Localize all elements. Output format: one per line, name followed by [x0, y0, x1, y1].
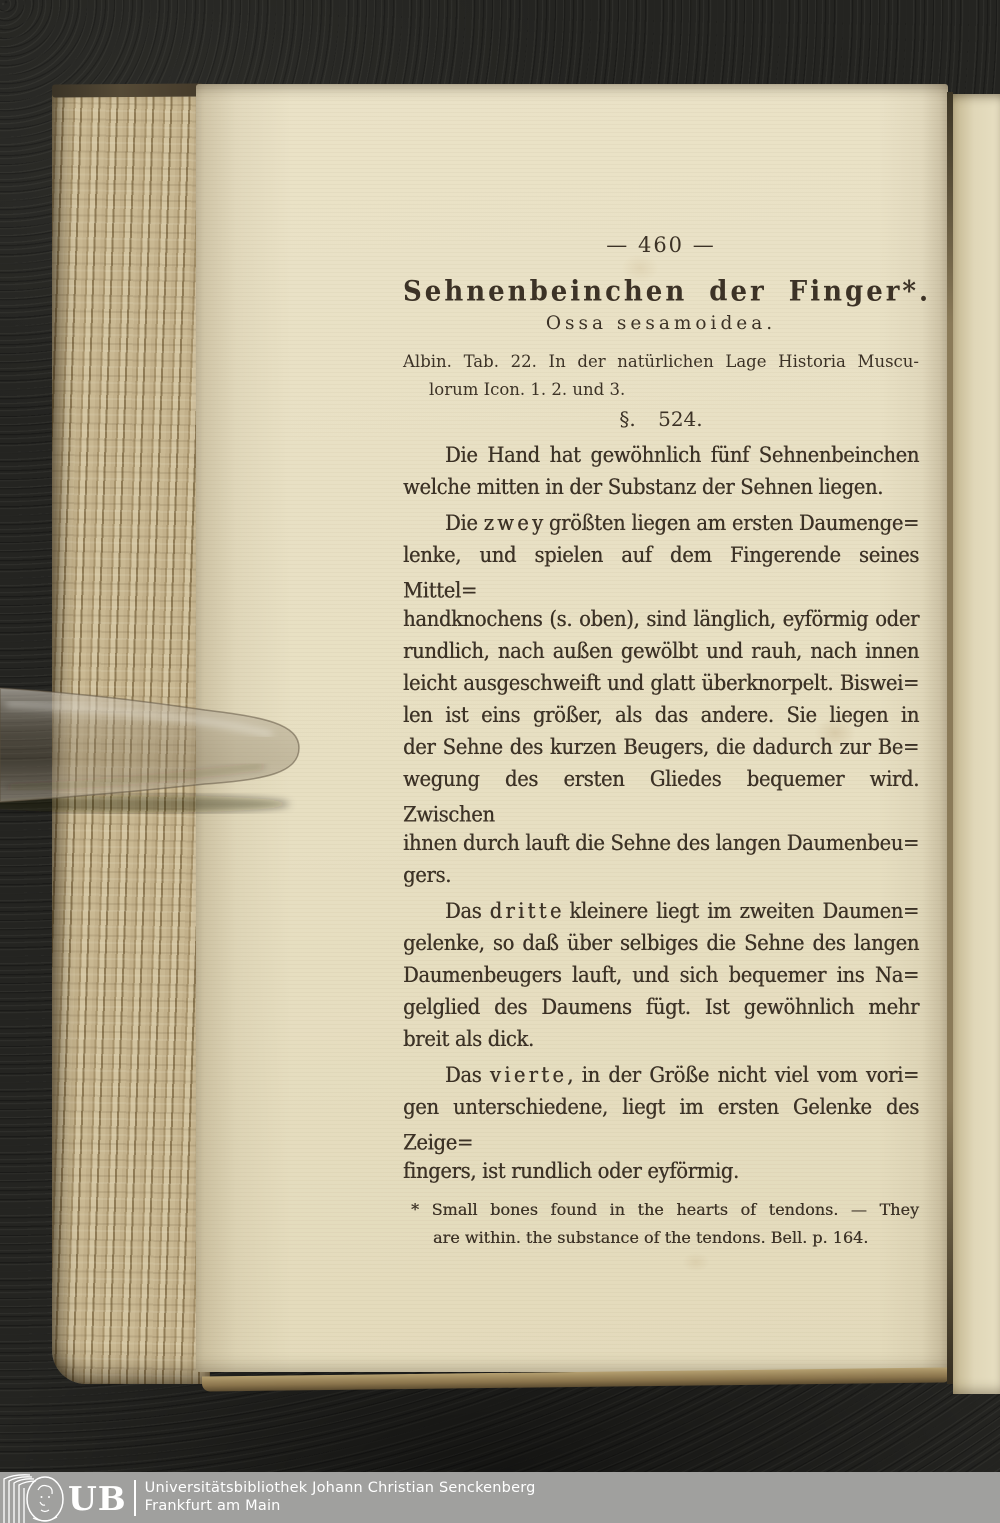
chapter-heading: Sehnenbeinchen der Finger*. — [403, 276, 932, 308]
body-text — [403, 438, 919, 1186]
text-line: gelglied des Daumens fügt. Ist gewöhnlich mehr — [403, 994, 919, 1020]
ub-logo-text: UB — [68, 1479, 127, 1518]
text-line: gelenke, so daß über selbiges die Sehne des langen — [403, 930, 919, 956]
book-pages-icon — [4, 1475, 36, 1523]
page-number: — 460 — — [606, 233, 716, 257]
paragraph-3 — [403, 894, 919, 1054]
reference-note — [403, 348, 919, 404]
institution-line2: Frankfurt am Main — [144, 1497, 281, 1514]
text-line: lenke, und spielen auf dem Fingerende seines Mittel= — [403, 542, 919, 603]
facing-page-sliver — [953, 94, 1000, 1394]
glass-page-holder — [0, 672, 312, 814]
paragraph-4 — [403, 1058, 919, 1186]
logo-divider — [134, 1480, 136, 1516]
text-line: len ist eins größer, als das andere. Sie liegen in — [403, 702, 919, 728]
paragraph-1 — [403, 438, 919, 502]
printed-text-column — [403, 232, 932, 1252]
text-line: leicht ausgeschweift und glatt überknorpelt. Biswei= — [403, 670, 919, 696]
text-line: are within. the substance of the tendons. Bell. p. 164. — [433, 1228, 869, 1247]
text-line: welche mitten in der Substanz der Sehnen liegen. — [403, 474, 884, 500]
text-line: handknochens (s. oben), sind länglich, eyförmig oder — [403, 606, 919, 632]
text-line: Die z w e y größten liegen am ersten Daumenge= — [445, 510, 919, 536]
text-line: gen unterschiedene, liegt im ersten Gelenke des Zeige= — [403, 1094, 919, 1155]
library-footer-bar — [0, 1472, 1000, 1523]
text-line: lorum Icon. 1. 2. und 3. — [429, 380, 626, 399]
text-line: der Sehne des kurzen Beugers, die dadurch zur Be= — [403, 734, 919, 760]
text-line: Das d r i t t e kleinere liegt im zweiten Daumen= — [445, 898, 919, 924]
text-line: * Small bones found in the hearts of tendons. — They — [411, 1200, 919, 1219]
footnote — [403, 1196, 919, 1252]
text-line: Die Hand hat gewöhnlich fünf Sehnenbeinchen — [445, 442, 919, 468]
text-line: wegung des ersten Gliedes bequemer wird. Zwischen — [403, 766, 919, 827]
text-line: fingers, ist rundlich oder eyförmig. — [403, 1158, 739, 1184]
ub-logo — [0, 1472, 66, 1523]
text-line: Daumenbeugers lauft, und sich bequemer ins Na= — [403, 962, 919, 988]
cover-board-edge — [52, 83, 204, 97]
institution-line1: Universitätsbibliothek Johann Christian Senckenberg — [144, 1480, 536, 1496]
institution-name — [145, 1480, 536, 1515]
text-line: gers. — [403, 862, 452, 888]
paragraph-2 — [403, 506, 919, 890]
text-line: breit als dick. — [403, 1026, 534, 1052]
latin-subheading: Ossa sesamoidea. — [545, 313, 777, 334]
text-line: ihnen durch lauft die Sehne des langen Daumenbeu= — [403, 830, 919, 856]
goethe-portrait-icon — [27, 1477, 63, 1521]
section-mark: §. 524. — [619, 407, 703, 431]
text-line: Albin. Tab. 22. In der natürlichen Lage Historia Muscu- — [403, 352, 919, 371]
text-line: rundlich, nach außen gewölbt und rauh, nach innen — [403, 638, 919, 664]
text-line: Das v i e r t e , in der Größe nicht viel vom vori= — [445, 1062, 919, 1088]
